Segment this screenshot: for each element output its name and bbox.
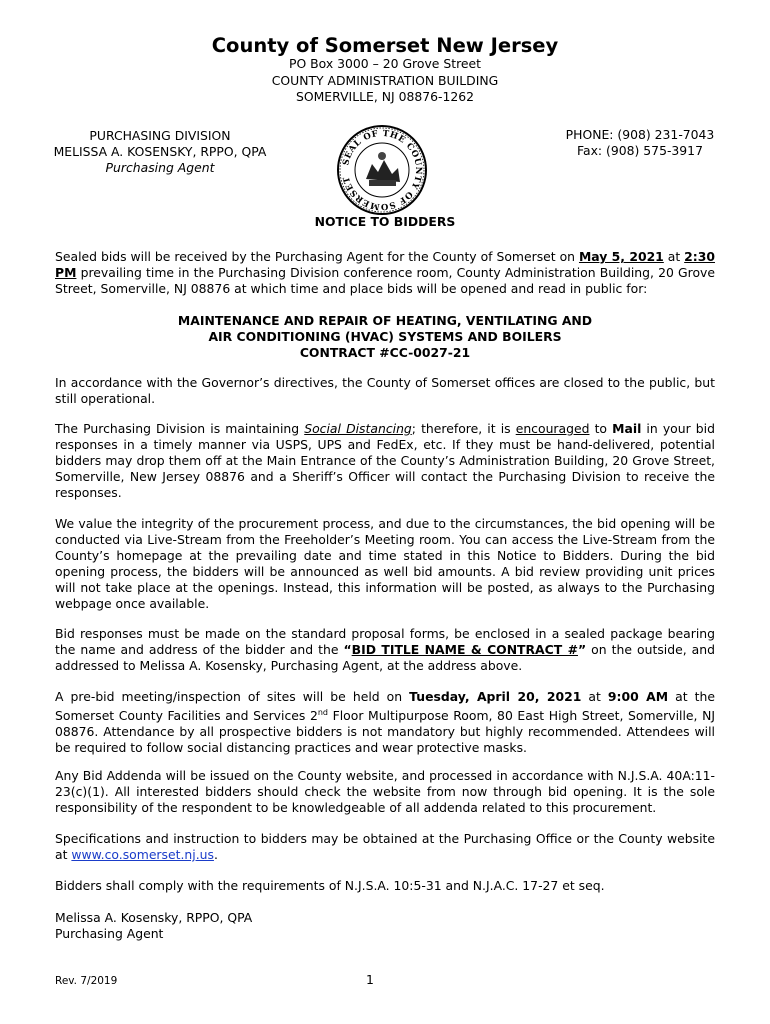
compliance-paragraph: Bidders shall comply with the requirements of N.J.S.A. 10:5-31 and N.J.A.C. 17-27 et seq. [55,878,605,893]
social-distancing-paragraph: The Purchasing Division is maintaining Social Distancing; therefore, it is encouraged to Mail in your bid responses in a timely manner via USPS, UPS and FedEx, etc. If they must be hand-delivered, potential bidders may drop them off at the Main Entrance of the County’s Administration Building, 20 Grove Street, Somerville, New Jersey 08876 and a Sheriff’s Officer will contact the Purchasing Division to receive the responses. [55,421,715,500]
notice-title: NOTICE TO BIDDERS [314,214,456,229]
purchasing-division-block [40,128,280,176]
bid-date: May 5, 2021 [578,249,664,264]
pre-bid-meeting-paragraph: A pre-bid meeting/inspection of sites will be held on Tuesday, April 20, 2021 at 9:00 AM at the Somerset County Facilities and Services 2nd Floor Multipurpose Room, 80 East High Street, Somerville, NJ 08876. Attendance by all prospective bidders is not mandatory but highly recommended. Attendees will be required to follow social distancing practices and wear protective masks. [55,689,715,756]
page-number: 1 [366,972,374,987]
svg-text:SEAL OF THE COUNTY OF SOMERSET: SEAL OF THE COUNTY OF SOMERSET [341,128,424,212]
address-line: PO Box 3000 – 20 Grove Street [289,56,481,71]
signature-title: Purchasing Agent [55,926,164,941]
phone-number: PHONE: (908) 231-7043 [565,127,715,142]
county-website-link[interactable]: www.co.somerset.nj.us [71,847,214,862]
livestream-paragraph: We value the integrity of the procurement process, and due to the circumstances, the bid opening will be conducted via Live-Stream from the Freeholder’s Meeting room. You can access the Live-Stream from the County’s homepage at the prevailing date and time stated in this Notice to Bidders. During the bid opening process, the bidders will be announced as well bid amounts. A bid review providing unit prices will not take place at the openings. Instead, this information will be posted, as always to the Purchasing webpage once available. [55,516,715,611]
contract-number: CONTRACT #CC-0027-21 [299,345,471,360]
signature-name: Melissa A. Kosensky, RPPO, QPA [55,910,253,925]
revision-label: Rev. 7/2019 [55,975,118,987]
agent-name: MELISSA A. KOSENSKY, RPPO, QPA [53,144,267,159]
address-line: COUNTY ADMINISTRATION BUILDING [271,72,499,88]
fax-number: Fax: (908) 575-3917 [577,143,703,158]
county-seal-icon [336,124,428,216]
bid-response-paragraph: Bid responses must be made on the standard proposal forms, be enclosed in a sealed package bearing the name and address of the bidder and the “BID TITLE NAME & CONTRACT #” on the outside, and addressed to Melissa A. Kosensky, Purchasing Agent, at the address above. [55,626,715,673]
bid-time: 2:30 PM [55,249,715,280]
project-title-line: AIR CONDITIONING (HVAC) SYSTEMS AND BOILERS [208,329,562,344]
offices-closed-paragraph: In accordance with the Governor’s directives, the County of Somerset offices are closed to the public, but still operational. [55,375,715,406]
project-title-line: MAINTENANCE AND REPAIR OF HEATING, VENTILATING AND [177,313,593,328]
specifications-paragraph: Specifications and instruction to bidders may be obtained at the Purchasing Office or the County website at www.co.somerset.nj.us. [55,831,715,862]
division-name: PURCHASING DIVISION [89,128,231,143]
project-title [0,313,770,361]
agent-title: Purchasing Agent [105,160,215,175]
address-line: SOMERVILLE, NJ 08876-1262 [296,89,474,104]
address-block [0,56,770,106]
contact-block [540,127,740,159]
bid-opening-paragraph: Sealed bids will be received by the Purchasing Agent for the County of Somerset on May 5, 2021 at 2:30 PM prevailing time in the Purchasing Division conference room, County Administration Building, 20 Grove Street, Somerville, NJ 08876 at which time and place bids will be opened and read in public for: [55,249,715,296]
document-title: County of Somerset New Jersey [211,34,559,57]
signature-block [55,910,252,942]
addenda-paragraph: Any Bid Addenda will be issued on the County website, and processed in accordance with N.J.S.A. 40A:11-23(c)(1). All interested bidders should check the website from now through bid opening. It is the sole responsibility of the respondent to be knowledgeable of all addenda related to this procurement. [55,768,715,815]
